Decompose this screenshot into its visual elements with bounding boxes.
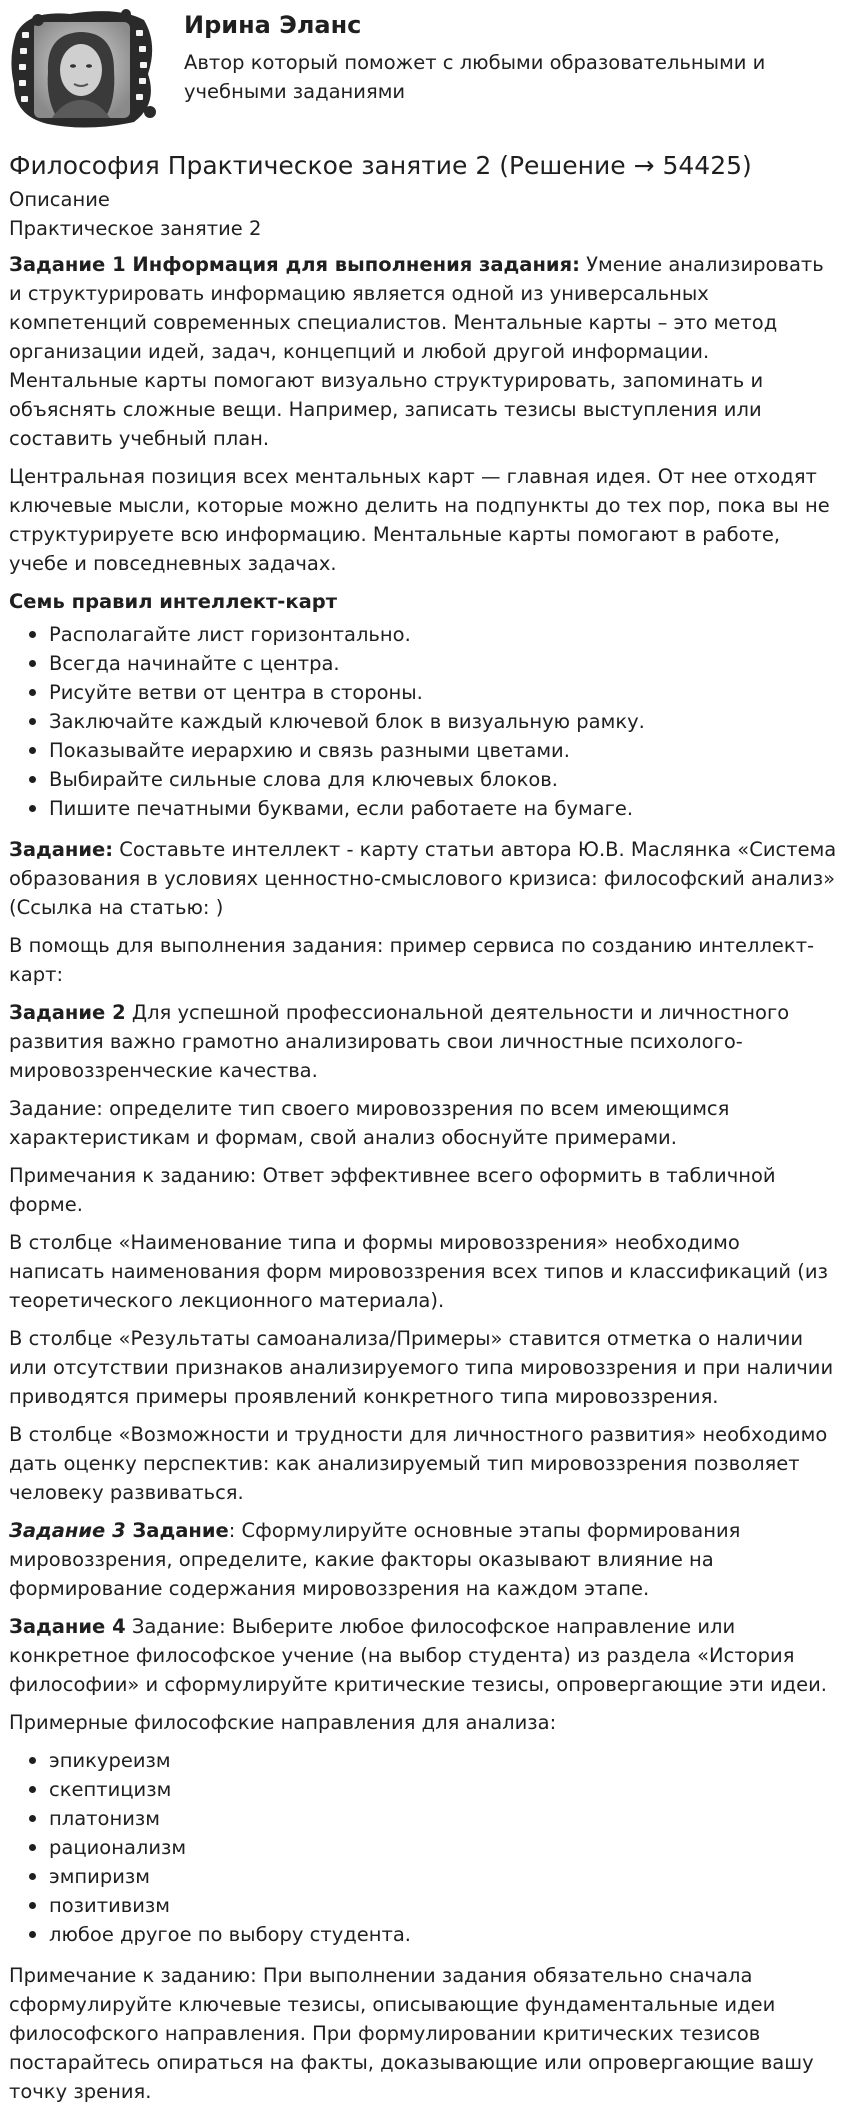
task1-help: В помощь для выполнения задания: пример сервиса по созданию интеллект-карт: [9,934,815,986]
task4-directions-intro: Примерные философские направления для анализа: [9,1711,557,1734]
list-item: позитивизм [49,1891,839,1920]
page-title: Философия Практическое занятие 2 (Решение → 54425) [9,151,752,180]
description-subtitle: Практическое занятие 2 [9,217,262,240]
task3-label-italic: Задание 3 [9,1519,126,1542]
author-avatar-photo [8,4,158,132]
author-name[interactable]: Ирина Эланс [184,11,362,39]
task2-intro [9,998,839,1085]
task1-assignment [9,835,839,922]
list-item: Заключайте каждый ключевой блок в визуальную рамку. [49,707,839,736]
task4-final-note: Примечание к заданию: При выполнении задания обязательно сначала сформулируйте ключевые тезисы, описывающие фундаментальные идеи философского направления. При формулировании критических тезисов постарайтесь опираться на факты, доказывающие или опровергающие вашу точку зрения. [9,1964,814,2103]
list-item: Всегда начинайте с центра. [49,649,839,678]
list-item: Выбирайте сильные слова для ключевых блоков. [49,765,839,794]
task1-assignment-label: Задание: [9,838,114,861]
task1-intro [9,250,839,453]
list-item: рационализм [49,1833,839,1862]
list-item: Показывайте иерархию и связь разными цветами. [49,736,839,765]
list-item: Располагайте лист горизонтально. [49,620,839,649]
task2-assignment: Задание: определите тип своего мировоззрения по всем имеющимся характеристикам и формам, свой анализ обоснуйте примерами. [9,1097,730,1149]
list-item: эпикуреизм [49,1746,839,1775]
rules-list [9,620,839,823]
task1-paragraph-2: Центральная позиция всех ментальных карт — главная идея. От нее отходят ключевые мысли, которые можно делить на подпункты до тех пор, пока вы не структурируете всю информацию. Ментальные карты помогают в работе, учебе и повседневных задачах. [9,465,830,575]
task1-text: Умение анализировать и структурировать информацию является одной из универсальных компетенций современных специалистов. Ментальные карты – это метод организации идей, задач, концепций и любой другой информации. Ментальные карты помогают визуально структурировать, запоминать и объяснять сложные вещи. Например, записать тезисы выступления или составить учебный план. [9,253,824,450]
list-item: скептицизм [49,1775,839,1804]
list-item: Рисуйте ветви от центра в стороны. [49,678,839,707]
task3-label-bold: Задание [125,1519,229,1542]
task2-text: Для успешной профессиональной деятельности и личностного развития важно грамотно анализировать свои личностные психолого-мировоззренческие качества. [9,1001,790,1082]
task2-note: Примечания к заданию: Ответ эффективнее всего оформить в табличной форме. [9,1164,776,1216]
task3 [9,1516,839,1603]
list-item: платонизм [49,1804,839,1833]
directions-list [9,1746,839,1949]
task1-assignment-text: Составьте интеллект - карту статьи автора Ю.В. Маслянка «Система образования в условиях ценностно-смыслового кризиса: философский анализ» (Ссылка на статью: ) [9,838,837,919]
task4-text: Задание: Выберите любое философское направление или конкретное философское учение (на выбор студента) из раздела «История философии» и сформулируйте критические тезисы, опровергающие эти идеи. [9,1615,827,1696]
author-card [9,0,839,144]
task4-label: Задание 4 [9,1615,126,1638]
rules-heading: Семь правил интеллект-карт [9,590,337,613]
task3-text: : Сформулируйте основные этапы формирования мировоззрения, определите, какие факторы оказывают влияние на формирование содержания мировоззрения на каждом этапе. [9,1519,741,1600]
task2-column-3: В столбце «Возможности и трудности для личностного развития» необходимо дать оценку перспектив: как анализируемый тип мировоззрения позволяет человеку развиваться. [9,1423,828,1504]
task2-label: Задание 2 [9,1001,126,1024]
author-info [184,4,839,106]
task2-column-1: В столбце «Наименование типа и формы мировоззрения» необходимо написать наименования форм мировоззрения всех типов и классификаций (из теоретического лекционного материала). [9,1231,828,1312]
list-item: любое другое по выбору студента. [49,1920,839,1949]
task1-label: Задание 1 Информация для выполнения задания: [9,253,580,276]
task4-intro [9,1612,839,1699]
author-description: Автор который поможет с любыми образовательными и учебными заданиями [184,51,766,103]
list-item: Пишите печатными буквами, если работаете на бумаге. [49,794,839,823]
list-item: эмпиризм [49,1862,839,1891]
description-label: Описание [9,188,110,211]
task2-column-2: В столбце «Результаты самоанализа/Примеры» ставится отметка о наличии или отсутствии признаков анализируемого типа мировоззрения и при наличии приводятся примеры проявлений конкретного типа мировоззрения. [9,1327,834,1408]
